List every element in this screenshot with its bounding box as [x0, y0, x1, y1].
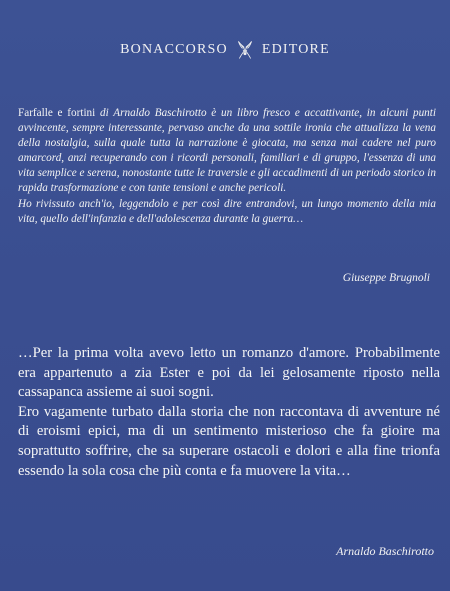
review-signature: Giuseppe Brugnoli — [342, 272, 430, 284]
review-text-1: di Arnaldo Baschirotto è un libro fresco e accattivante, in alcuni punti avvincente, sempre interessante, pervaso anche da una sottile ironia che attualizza la vena della nostalgia, sulla quale tutta la narrazione è giocata, ma senza mai cadere nel puro amarcord, anzi recuperando con i ricordi personali, familiari e di gruppo, l'essenza di una vita semplice e serena, nonostante tutte le traversie e gli accadimenti di un periodo storico in rapida trasformazione e con tante tensioni e anche pericoli. — [18, 107, 436, 195]
publisher-name-right: EDITORE — [261, 42, 330, 57]
review-paragraph-2: Ho rivissuto anch'io, leggendolo e per così dire entrandovi, un lungo momento della mia vita, quello dell'infanzia e dell'adolescenza durante la guerra… — [18, 197, 436, 225]
review-text — [18, 106, 436, 227]
publisher-header — [0, 38, 450, 62]
excerpt-paragraph-1: …Per la prima volta avevo letto un romanzo d'amore. Probabilmente era appartenuto a zia Ester e poi da lei gelosamente riposto nella cassapanca assieme ai suoi sogni. — [18, 345, 440, 401]
excerpt-text — [18, 344, 440, 481]
crossed-quills-icon — [234, 39, 256, 61]
review-paragraph-1 — [18, 106, 436, 197]
excerpt-paragraph-2: Ero vagamente turbato dalla storia che non raccontava di avventure né di eroismi epici, ma di un sentimento misterioso che fa gioire ma soprattutto soffrire, che sa superare ostacoli e dolori e alla fine trionfa essendo la sola cosa che più conta e fa muovere la vita… — [18, 403, 440, 479]
author-signature: Arnaldo Baschirotto — [336, 544, 434, 558]
book-title: Farfalle e fortini — [18, 107, 96, 119]
publisher-name-left: BONACCORSO — [120, 42, 228, 57]
